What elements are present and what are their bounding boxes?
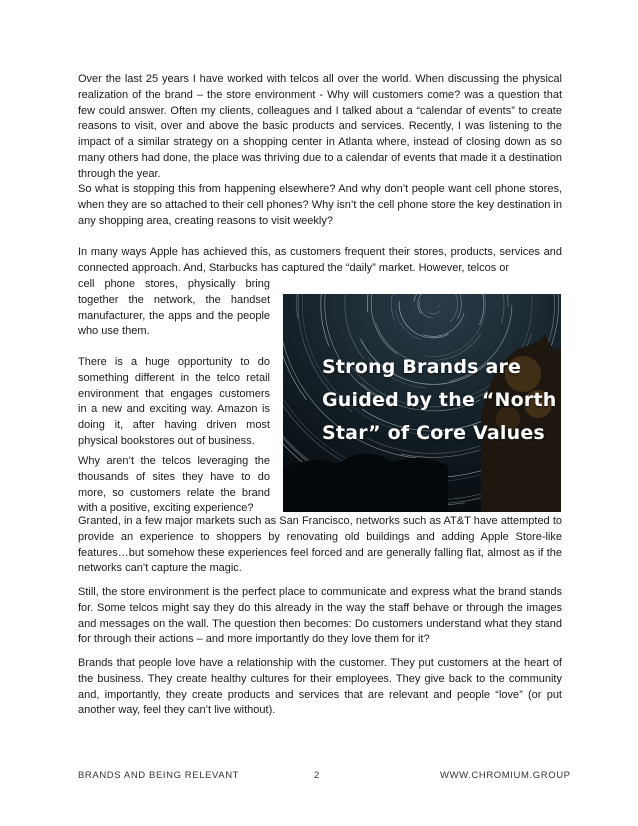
footer-page-number: 2 <box>314 770 320 781</box>
paragraph-question: So what is stopping this from happening elsewhere? And why don’t people want cell phone stores, when they are so attached to their cell phones? Why isn’t the cell phone store the key destination in any shopping area, creating reasons to visit weekly? <box>78 183 562 227</box>
paragraph-store-environment: Still, the store environment is the perfect place to communicate and express what the brand stands for. Some telcos might say they do this already in the way the staff behave or through the images and messages on the wall. The question then becomes: Do customers understand what they stand for through their actions – and more importantly do they love them for it? <box>78 586 562 646</box>
footer-title: BRANDS AND BEING RELEVANT <box>78 770 240 781</box>
paragraph-intro: Over the last 25 years I have worked with telcos all over the world. When discussing the physical realization of the brand – the store environment - Why will customers come? was a question that few could answer. Often my clients, colleagues and I talked about a “calendar of events” to create reasons to visit, over and above the basic products and services. Recently, I was listening to the impact of a similar strategy on a shopping center in Atlanta where, instead of closing down as so many others had done, the place was thriving due to a calendar of events that made it a destination through the year. <box>78 73 562 180</box>
paragraph-telcos-leveraging: Why aren’t the telcos leveraging the thousands of sites they have to do more, so customers relate the brand with a positive, exciting experience? <box>78 455 270 515</box>
north-star-feature-image <box>283 294 561 512</box>
paragraph-att-attempts: Granted, in a few major markets such as San Francisco, networks such as AT&T have attempted to provide an experience to shoppers by renovating old buildings and adding Apple Store-like features…but somehow these experiences feel forced and are generally falling flat, almost as if the networks can’t capture the magic. <box>78 515 562 575</box>
paragraph-brands-love: Brands that people love have a relationship with the customer. They put customers at the heart of the business. They create healthy cultures for their employees. They give back to the community and, importantly, they create products and services that are relevant and people “love” (or put another way, feel they can’t live without). <box>78 657 562 717</box>
footer-website: WWW.CHROMIUM.GROUP <box>440 770 571 781</box>
paragraph-opportunity: There is a huge opportunity to do something different in the telco retail environment that engages customers in a new and exciting way. Amazon is doing it, after having driven most physical bookstores out of business. <box>78 356 270 447</box>
paragraph-apple-starbucks: In many ways Apple has achieved this, as customers frequent their stores, products, services and connected approach. And, Starbucks has captured the “daily” market. However, telcos or <box>78 246 562 274</box>
caption-line-3: Star” of Core Values <box>322 422 545 444</box>
tree-silhouette-left <box>283 453 448 512</box>
caption-line-1: Strong Brands are <box>322 356 522 378</box>
paragraph-apple-starbucks-continued: cell phone stores, physically bring together the network, the handset manufacturer, the apps and the people who use them. <box>78 278 270 338</box>
caption-line-2: Guided by the “North <box>322 389 557 411</box>
feature-caption <box>322 351 557 450</box>
